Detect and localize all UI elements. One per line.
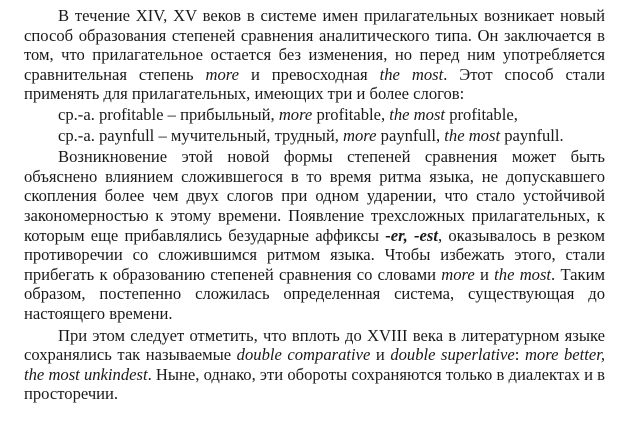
text-run: и превосходная: [239, 64, 380, 84]
italic-term: double superlative: [390, 345, 515, 365]
text-run: profitable,: [445, 104, 518, 124]
example-paynfull: [24, 126, 605, 146]
italic-term: more better, the most unkindest: [24, 345, 606, 384]
text-run: . Этот способ стали применять для прилагательных, имеющих три и более слогов:: [24, 64, 606, 104]
bold-emphasis: [385, 226, 438, 245]
text-run: . Ныне, однако, эти обороты сохраняются только в диалектах и в просторечии.: [24, 364, 605, 404]
text-run: , оказывалось в резком противоречии со сложившимся ритмом языка. Чтобы избежать этого, стали прибегать к образованию степеней сравнения со словами: [24, 225, 605, 284]
italic-term: more: [441, 264, 475, 284]
paragraph-double-comparative: [24, 326, 605, 404]
text-run: paynfull.: [500, 125, 564, 145]
emphasis-text: -er, -est: [385, 225, 438, 245]
example-profitable: [24, 105, 605, 125]
text-run: :: [514, 345, 525, 365]
italic-term: the most: [379, 64, 444, 84]
text-run: . Таким образом, постепенно сложилась определенная система, существующая до настоящего времени.: [24, 264, 605, 323]
paragraph-rhythm-explanation: [24, 147, 605, 323]
italic-term: more: [205, 64, 240, 84]
text-run: При этом следует отметить, что вплоть до XVIII века в литературном языке сохранялись так называемые: [24, 325, 605, 365]
text-run: и: [474, 264, 495, 284]
text-run: Возникновение этой новой формы степеней сравнения может быть объяснено влиянием сложившегося в то время ритма языка, не допускавшего скопления более чем двух слогов при одном ударении, что стало устойчивой закономерностью к этому времени. Появление трехсложных прилагательных, к которым еще прибавлялись безударные аффиксы: [24, 147, 605, 245]
italic-term: double comparative: [236, 345, 371, 365]
italic-term: the most: [444, 125, 501, 145]
text-run: profitable,: [312, 104, 390, 124]
text-run: ср.-а. profitable – прибыльный,: [58, 104, 279, 124]
italic-term: more: [343, 125, 377, 145]
text-run: В течение XIV, XV веков в системе имен прилагательных возникает новый способ образования степеней сравнения аналитического типа. Он заключается в том, что прилагательное остается без изменения, но перед ним употребляется сравнительная степень: [24, 6, 605, 84]
paragraph-analytic-comparison: [24, 6, 605, 104]
text-run: ср.-а. paynfull – мучительный, трудный,: [58, 125, 344, 145]
text-run: и: [370, 345, 391, 365]
text-run: paynfull,: [376, 125, 445, 145]
italic-term: the most: [389, 104, 446, 124]
italic-term: the most: [494, 264, 552, 284]
italic-term: more: [278, 104, 313, 124]
